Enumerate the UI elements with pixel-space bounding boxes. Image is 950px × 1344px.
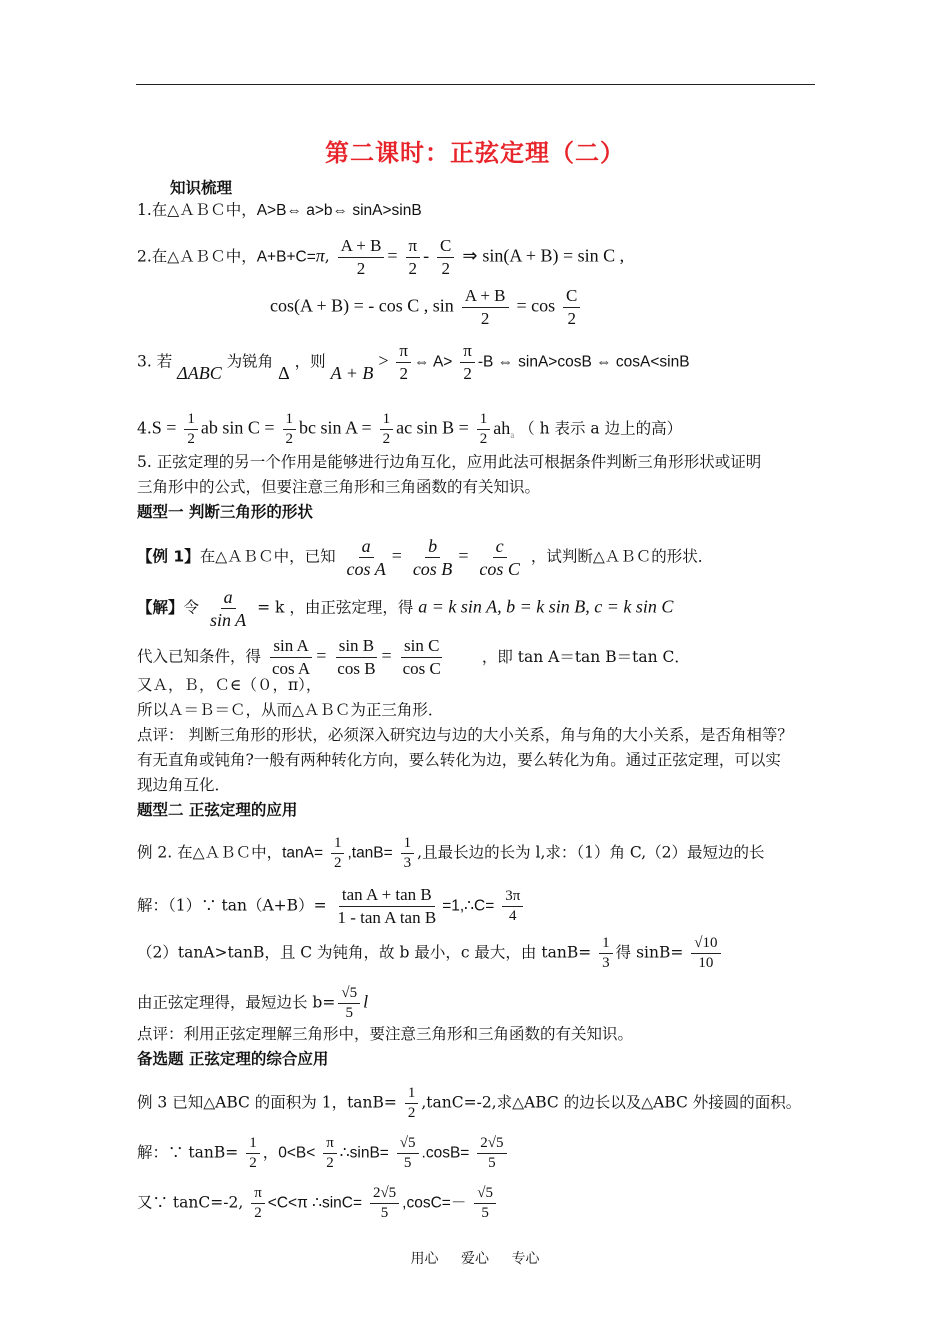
solution-1: 【解】令 $\frac{a}{\text{sin A}}$ = k ，由正弦定理，得 a = k sin A, b = k sin B, c = k sin C (137, 587, 674, 630)
fraction: $\frac{1}{2}$ (405, 1084, 419, 1123)
fraction: $\frac{1}{3}$ (599, 934, 613, 973)
item-1: 1.在△ＡＢＣ中，A>B⇔ a>b⇔ sinA>sinB (137, 201, 422, 219)
fraction: $\frac{a}{\text{sin A}}$ (209, 587, 247, 630)
solution-3-line2: 又∵ tanC=-2, $\frac{\pi}{2}$ <C<π ∴sinC= $\frac{2√5}{5}$ ,cosC=－ $\frac{√5}{5}$ (137, 1184, 499, 1223)
fraction: $\frac{2√5}{5}$ (477, 1134, 506, 1173)
fraction: $\frac{A + B}{2}$ (338, 235, 385, 280)
item-4: 4.S = $\frac{1}{2}$ ab sin C = $\frac{1}{2}$ bc sin A = $\frac{1}{2}$ ac sin B = $\frac{1}{2}$ $ah_a$ （ h 表示 a 边上的高） (137, 411, 683, 447)
fraction: $\frac{2√5}{5}$ (370, 1184, 399, 1223)
solution-3-line1: 解：∵ tanB= $\frac{1}{2}$ ，0<B< $\frac{\pi}{2}$ ∴sinB= $\frac{√5}{5}$ .cosB= $\frac{2√5}{5}$ (137, 1134, 510, 1173)
fraction: $\frac{C}{2}$ (563, 285, 580, 330)
fraction: $\frac{1}{2}$ (246, 1134, 260, 1173)
fraction: $\frac{\text{sin A}}{\text{cos A}}$ (271, 636, 311, 678)
fraction: $\frac{b}{\text{cos B}}$ (412, 536, 453, 579)
also-line: 又Ａ，Ｂ，Ｃ∈（０，π）， (137, 676, 322, 694)
fraction: $\frac{\pi}{2}$ (460, 340, 475, 385)
item-2: 2.在△ＡＢＣ中，A+B+C=π, $\frac{A + B}{2}$ = $\frac{\pi}{2}$ - $\frac{C}{2}$ ⇒ sin(A + B) = sin C , (137, 236, 625, 278)
example-3: 例 3 已知△ABC 的面积为 1，tanB= $\frac{1}{2}$ ,tanC=-2,求△ABC 的边长以及△ABC 外接圆的面积。 (137, 1085, 802, 1121)
fraction: $\frac{c}{\text{cos C}}$ (479, 536, 520, 579)
comment-2: 点评：利用正弦定理解三角形中，要注意三角形和三角函数的有关知识。 (137, 1025, 634, 1043)
example-2: 例 2. 在△ＡＢＣ中，tanA= $\frac{1}{2}$ ,tanB= $\frac{1}{3}$ ,且最长边的长为 l,求：（1）角 C,（2）最短边的长 (137, 835, 765, 871)
page-title: 第二课时：正弦定理（二） (325, 139, 625, 167)
comment-1-line1: 点评： 判断三角形的形状，必须深入研究边与边的大小关系，角与角的大小关系，是否角相等？ (137, 726, 793, 744)
fraction: $\frac{1}{2}$ (477, 410, 491, 449)
type1-heading: 题型一 判断三角形的形状 (137, 503, 313, 521)
fraction: $\frac{1}{2}$ (331, 834, 345, 873)
header-rule (136, 84, 815, 85)
page-footer: 用心 爱心 专心 (410, 1251, 540, 1267)
fraction: $\frac{\text{tan A + tan B}}{\text{1 - tan A tan B}}$ (337, 885, 437, 927)
fraction: $\frac{C}{2}$ (437, 235, 454, 280)
comment-1-line2: 有无直角或钝角?一般有两种转化方向，要么转化为边，要么转化为角。通过正弦定理，可以实 (137, 751, 781, 769)
spare-heading: 备选题 正弦定理的综合应用 (137, 1050, 329, 1068)
fraction: $\frac{√10}{10}$ (691, 934, 720, 973)
type2-heading: 题型二 正弦定理的应用 (137, 801, 298, 819)
fraction: $\frac{a}{\text{cos A}}$ (346, 536, 386, 579)
fraction: $\frac{3\pi}{4}$ (502, 887, 523, 926)
fraction: $\frac{√5}{5}$ (338, 984, 360, 1023)
fraction: $\frac{\pi}{2}$ (406, 235, 421, 280)
item-2b: cos(A + B) = - cos C , sin $\frac{A + B}{2}$ = cos $\frac{C}{2}$ (270, 285, 583, 330)
fraction: $\frac{1}{2}$ (283, 410, 297, 449)
fraction: $\frac{\text{sin C}}{\text{cos C}}$ (402, 636, 441, 678)
conclusion-line: 所以Ａ＝Ｂ＝Ｃ，从而△ＡＢＣ为正三角形． (137, 701, 444, 719)
item-5-line2: 三角形中的公式，但要注意三角形和三角函数的有关知识。 (137, 478, 541, 496)
substitution: 代入已知条件，得 $\frac{\text{sin A}}{\text{cos A}}$ = $\frac{\text{sin B}}{\text{cos B}}$ = $\frac{\text{sin C}}{\text{cos C}}$ ，即 tan A＝tan B＝tan C． (137, 636, 690, 678)
fraction: $\frac{\pi}{2}$ (396, 340, 411, 385)
solution-2-part1: 解：（1）∵ tan（A+B）= $\frac{\text{tan A + tan B}}{\text{1 - tan A tan B}}$ =1,∴C= $\frac{3\pi}{4}$ (137, 884, 526, 929)
item-5-line1: 5. 正弦定理的另一个作用是能够进行边角互化，应用此法可根据条件判断三角形形状或证明 (137, 453, 762, 471)
fraction: $\frac{A + B}{2}$ (462, 285, 509, 330)
fraction: $\frac{\text{sin B}}{\text{cos B}}$ (337, 636, 376, 678)
fraction: $\frac{\pi}{2}$ (323, 1134, 337, 1173)
comment-1-line3: 现边角互化． (137, 776, 231, 794)
fraction: $\frac{1}{2}$ (380, 410, 394, 449)
solution-2-part2: （2）tanA>tanB，且 C 为钝角，故 b 最小，c 最大，由 tanB= $\frac{1}{3}$ 得 sinB= $\frac{√10}{10}$ (137, 934, 724, 973)
fraction: $\frac{√5}{5}$ (397, 1134, 419, 1173)
solution-2-part3: 由正弦定理得，最短边长 b= $\frac{√5}{5}$ l (137, 985, 369, 1021)
fraction: $\frac{1}{2}$ (184, 410, 198, 449)
section-heading: 知识梳理 (170, 179, 233, 197)
fraction: $\frac{1}{3}$ (401, 834, 415, 873)
example-1: 【例 1】在△ＡＢＣ中，已知 $\frac{a}{\text{cos A}}$ = $\frac{b}{\text{cos B}}$ = $\frac{c}{\text{cos C}}$ ，试判断△ＡＢＣ的形状． (137, 536, 714, 579)
item-3: 3. 若 ΔABC 为锐角 Δ ，则 A + B > $\frac{\pi}{2}$ ⇔ A> $\frac{\pi}{2}$ -B ⇔ sinA>cosB ⇔ cosA<sinB (137, 341, 690, 383)
fraction: $\frac{\pi}{2}$ (251, 1184, 265, 1223)
fraction: $\frac{√5}{5}$ (474, 1184, 496, 1223)
